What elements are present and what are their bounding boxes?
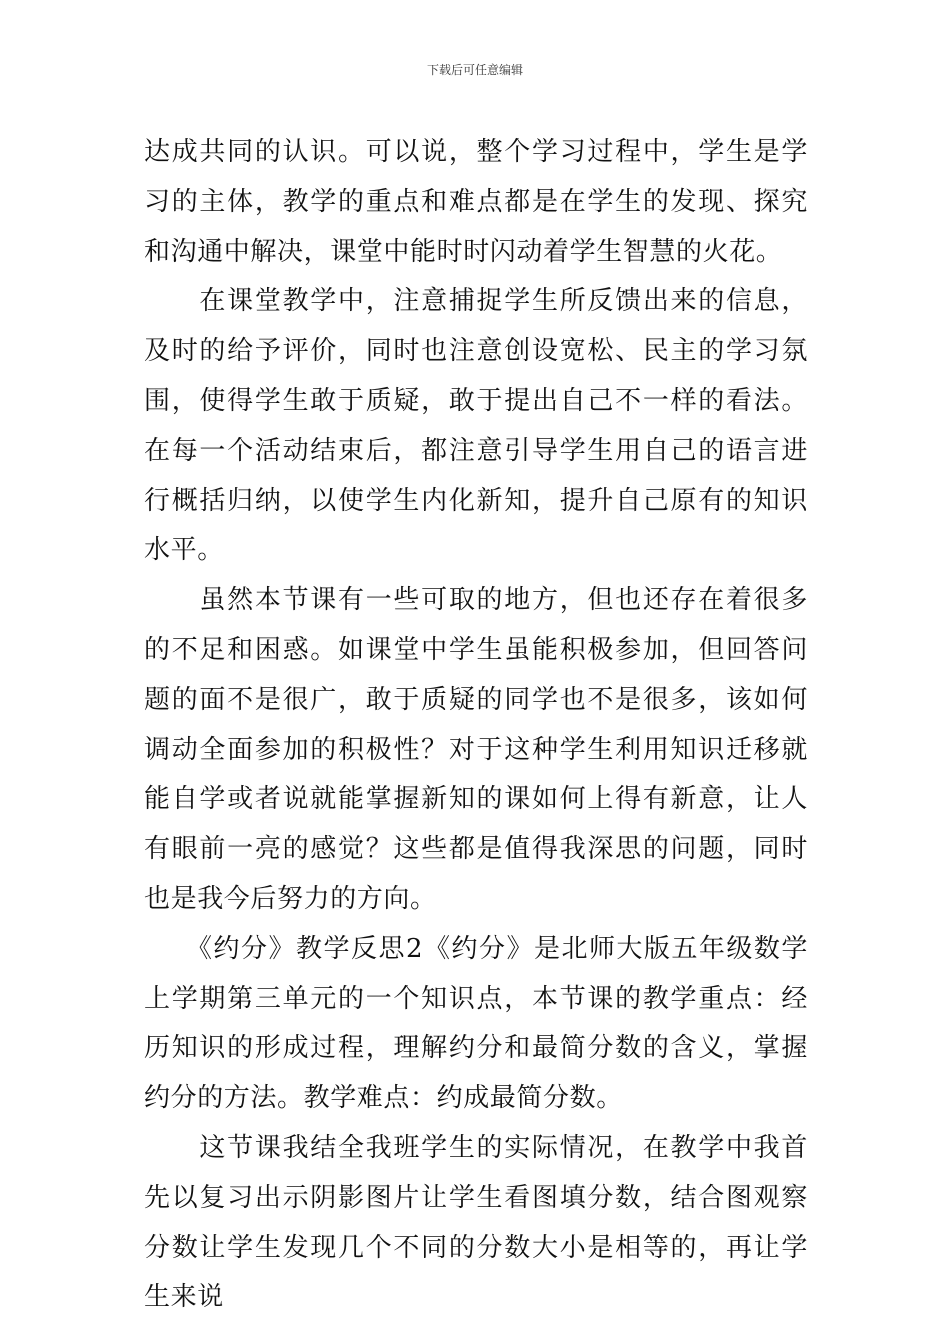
paragraph-1: 达成共同的认识。可以说，整个学习过程中，学生是学习的主体，教学的重点和难点都是在学生的发现、探究和沟通中解决，课堂中能时时闪动着学生智慧的火花。	[144, 137, 808, 267]
paragraph-2: 在课堂教学中，注意捕捉学生所反馈出来的信息，及时的给予评价，同时也注意创设宽松、民主的学习氛围，使得学生敢于质疑，敢于提出自己不一样的看法。在每一个活动结束后，都注意引导学生用自己的语言进行概括归纳，以使学生内化新知，提升自己原有的知识水平。	[144, 286, 808, 566]
document-body	[144, 128, 808, 1323]
page-header: 下载后可任意编辑	[426, 63, 523, 77]
paragraph-5: 这节课我结全我班学生的实际情况，在教学中我首先以复习出示阴影图片让学生看图填分数，结合图观察分数让学生发现几个不同的分数大小是相等的，再让学生来说	[144, 1132, 808, 1313]
paragraph-3: 虽然本节课有一些可取的地方，但也还存在着很多的不足和困惑。如课堂中学生虽能积极参加，但回答问题的面不是很广，敢于质疑的同学也不是很多，该如何调动全面参加的积极性？对于这种学生利用知识迁移就能自学或者说就能掌握新知的课如何上得有新意，让人有眼前一亮的感觉？这些都是值得我深思的问题，同时也是我今后努力的方向。	[144, 585, 808, 914]
paragraph-4: 《约分》教学反思2《约分》是北师大版五年级数学上学期第三单元的一个知识点，本节课的教学重点：经历知识的形成过程，理解约分和最简分数的含义，掌握约分的方法。教学难点：约成最简分数。	[144, 933, 808, 1114]
